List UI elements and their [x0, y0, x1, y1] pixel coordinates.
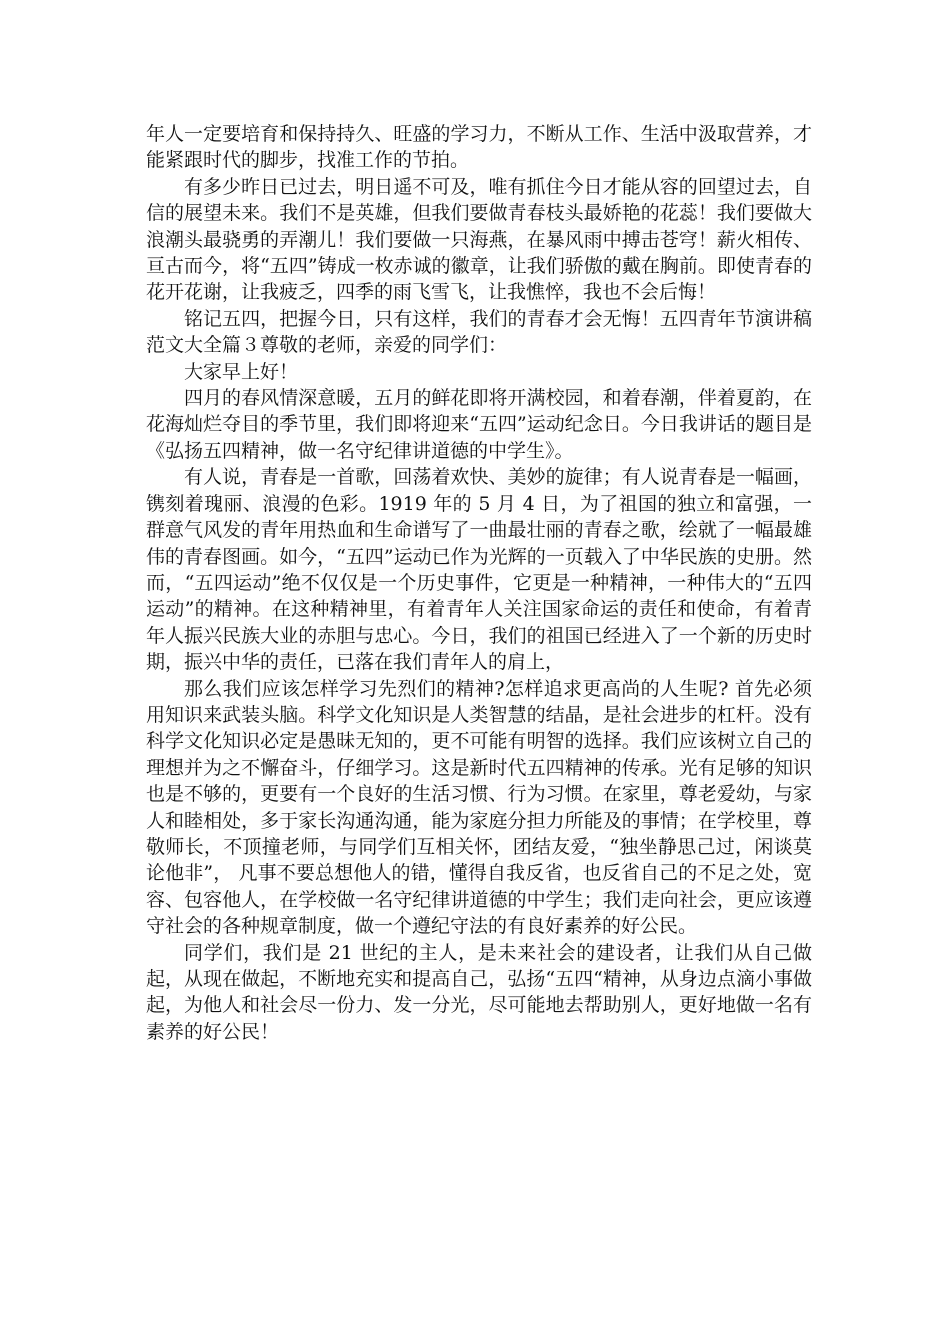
paragraph-6: 有人说，青春是一首歌，回荡着欢快、美妙的旋律；有人说青春是一幅画，镌刻着瑰丽、浪漫的色彩。1919 年的 5 月 4 日，为了祖国的独立和富强，一群意气风发的青年用热血和生命谱写了一曲最壮丽的青春之歌，绘就了一幅最雄伟的青春图画。如今，“五四”运动已作为光辉的一页载入了中华民族的史册。然而，“五四运动”绝不仅仅是一个历史事件，它更是一种精神，一种伟大的“五四运动”的精神。在这种精神里，有着青年人关注国家命运的责任和使命，有着青年人振兴民族大业的赤胆与忠心。今日，我们的祖国已经进入了一个新的历史时期，振兴中华的责任，已落在我们青年人的肩上， — [146, 466, 812, 674]
document-body — [146, 121, 812, 1045]
paragraph-2: 有多少昨日已过去，明日遥不可及，唯有抓住今日才能从容的回望过去，自信的展望未来。我们不是英雄，但我们要做青春枝头最娇艳的花蕊！我们要做大浪潮头最骁勇的弄潮儿！我们要做一只海燕，在暴风雨中搏击苍穹！薪火相传、亘古而今，将“五四”铸成一枚赤诚的徽章，让我们骄傲的戴在胸前。即使青春的花开花谢，让我疲乏，四季的雨飞雪飞，让我憔悴，我也不会后悔！ — [146, 175, 812, 304]
paragraph-1: 年人一定要培育和保持持久、旺盛的学习力，不断从工作、生活中汲取营养，才能紧跟时代的脚步，找准工作的节拍。 — [146, 123, 812, 172]
paragraph-8: 同学们，我们是 21 世纪的主人，是未来社会的建设者，让我们从自己做起，从现在做起，不断地充实和提高自己，弘扬“五四“精神，从身边点滴小事做起，为他人和社会尽一份力、发一分光，尽可能地去帮助别人，更好地做一名有素养的好公民！ — [146, 941, 812, 1043]
paragraph-7: 那么我们应该怎样学习先烈们的精神?怎样追求更高尚的人生呢? 首先必须用知识来武装头脑。科学文化知识是人类智慧的结晶，是社会进步的杠杆。没有科学文化知识必定是愚昧无知的，更不可能有明智的选择。我们应该树立自己的理想并为之不懈奋斗，仔细学习。这是新时代五四精神的传承。光有足够的知识也是不够的，更要有一个良好的生活习惯、行为习惯。在家里，尊老爱幼，与家人和睦相处，多于家长沟通沟通，能为家庭分担力所能及的事情；在学校里，尊敬师长，不顶撞老师，与同学们互相关怀，团结友爱，“独坐静思己过，闲谈莫论他非”， 凡事不要总想他人的错，懂得自我反省，也反省自己的不足之处，宽容、包容他人，在学校做一名守纪律讲道德的中学生；我们走向社会，更应该遵守社会的各种规章制度，做一个遵纪守法的有良好素养的好公民。 — [146, 677, 812, 938]
paragraph-3: 铭记五四，把握今日，只有这样，我们的青春才会无悔！五四青年节演讲稿范文大全篇３尊敬的老师，亲爱的同学们： — [146, 307, 812, 357]
paragraph-5: 四月的春风情深意暖，五月的鲜花即将开满校园，和着春潮，伴着夏韵，在花海灿烂夺目的季节里，我们即将迎来“五四”运动纪念日。今日我讲话的题目是《弘扬五四精神，做一名守纪律讲道德的中学生》。 — [146, 387, 812, 462]
paragraph-4: 大家早上好！ — [184, 360, 299, 383]
